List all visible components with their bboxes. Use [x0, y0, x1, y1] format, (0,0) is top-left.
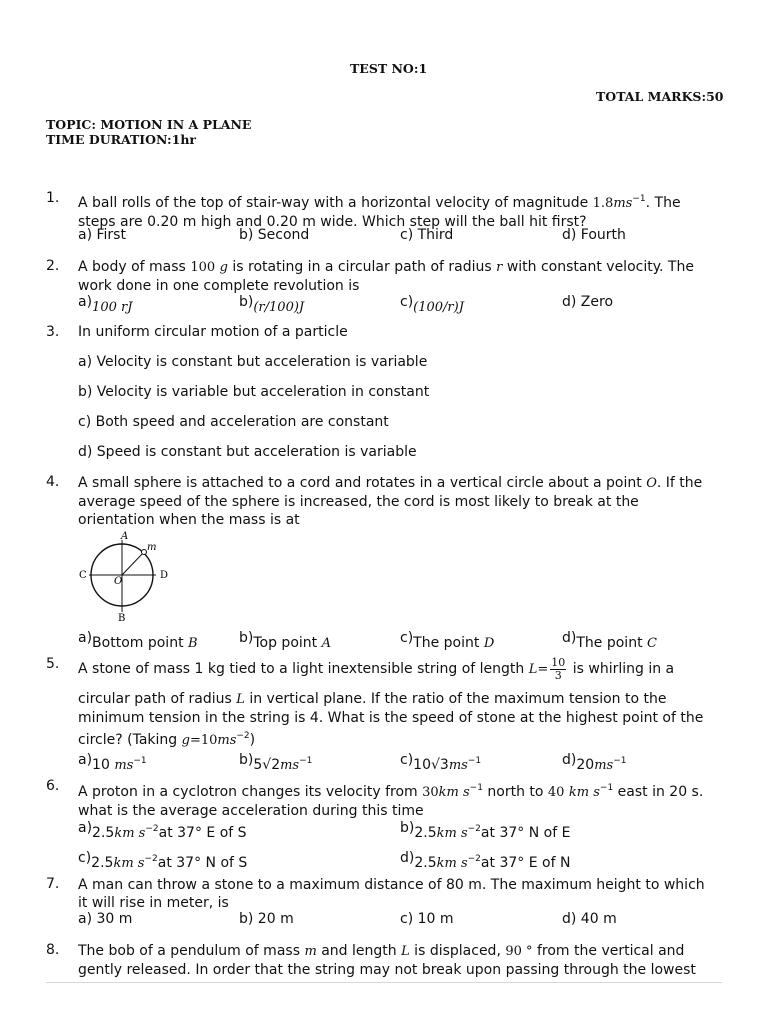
question-text: The bob of a pendulum of mass m and length L is displaced, 90 ° from the vertical and gently released. In order that the string may not break upon passing through the lowest [78, 943, 696, 978]
option-d: d)The point C [562, 630, 657, 651]
question-number: 3. [46, 324, 60, 340]
page-divider [46, 982, 722, 983]
option-a: a)Bottom point B [78, 630, 198, 651]
option-c: c) Third [400, 227, 454, 243]
label-d: D [160, 570, 169, 581]
option-c: c) Both speed and acceleration are constant [78, 414, 389, 430]
option-d: d) Zero [562, 294, 614, 310]
label-a: A [121, 531, 129, 542]
question-text-line2: circular path of radius L in vertical plane. If the ratio of the maximum tension to the minimum tension in the string is 4. What is the speed of stone at the highest point of the circle? (Taking $g=10ms^{-2}$) [78, 691, 704, 748]
option-b: b) Velocity is variable but acceleration in constant [78, 384, 430, 400]
option-c: c)The point D [400, 630, 495, 651]
question-number: 2. [46, 258, 60, 274]
option-b: b) Second [239, 227, 310, 243]
question-text: A man can throw a stone to a maximum distance of 80 m. The maximum height to which it will rise in meter, is [78, 877, 705, 911]
label-c: C [79, 570, 87, 581]
option-c: $c)10√3ms^{-1}$ [400, 752, 482, 773]
option-b: $b)5√2ms^{-1}$ [239, 752, 313, 773]
option-b: b)(r/100)J [239, 294, 305, 315]
question-number: 4. [46, 474, 60, 490]
fraction: $\frac{10}{3}$ [551, 655, 566, 682]
option-b: b)Top point A [239, 630, 331, 651]
question-number: 7. [46, 876, 60, 892]
label-o: O [114, 576, 123, 587]
question-text: A small sphere is attached to a cord and rotates in a vertical circle about a point O. If the average speed of the sphere is increased, the cord is most likely to break at the orientation when the mass is at [78, 475, 703, 528]
question-text: A proton in a cyclotron changes its velocity from 30km $s^{-1}$ north to 40 km $s^{-1}$ east in 20 s. what is the average acceleration during this time [78, 783, 704, 819]
option-a: a)10 $ms^{-1}$ [78, 752, 147, 773]
question-number: 1. [46, 190, 60, 206]
option-a: a) First [78, 227, 126, 243]
option-d: d) Speed is constant but acceleration is variable [78, 444, 417, 460]
option-c: c)(100/r)J [400, 294, 464, 315]
option-d: d)2.5km $s^{-2}at$ 37° E of N [400, 850, 571, 871]
label-m: m [147, 542, 157, 553]
option-a: a) Velocity is constant but acceleration is variable [78, 354, 428, 370]
topic: TOPIC: MOTION IN A PLANE [46, 117, 252, 132]
question-text: In uniform circular motion of a particle [78, 324, 348, 340]
test-number: TEST NO:1 [350, 61, 428, 76]
cord-line [122, 552, 144, 575]
question-text: A ball rolls of the top of stair-way with a horizontal velocity of magnitude $1.8ms^{-1}$. The steps are 0.20 m high and 0.20 m wide. Which step will the ball hit first? [78, 194, 681, 230]
option-a: a)100 rJ [78, 294, 133, 315]
question-number: 5. [46, 656, 60, 672]
vertical-circle-diagram [74, 528, 174, 624]
total-marks: TOTAL MARKS:50 [596, 89, 724, 104]
option-d: d) Fourth [562, 227, 626, 243]
time-duration: TIME DURATION:1hr [46, 132, 197, 147]
question-number: 6. [46, 778, 60, 794]
question-text-line1: A stone of mass 1 kg tied to a light inextensible string of length L= $\frac{10}{3}$ is whirling in a [78, 655, 675, 682]
question-number: 8. [46, 942, 60, 958]
option-a: a)2.5km $s^{-2}at$ 37° E of S [78, 820, 247, 841]
label-b: B [118, 613, 126, 624]
option-b: b)2.5km $s^{-2}at$ 37° N of E [400, 820, 571, 841]
option-b: b) 20 m [239, 911, 294, 927]
option-c: c) 10 m [400, 911, 454, 927]
option-c: c)2.5km $s^{-2}at$ 37° N of S [78, 850, 248, 871]
question-text: A body of mass 100 g is rotating in a circular path of radius r with constant velocity. The work done in one complete revolution is [78, 259, 694, 294]
option-d: d) 40 m [562, 911, 617, 927]
option-d: $d)20ms^{-1}$ [562, 752, 627, 773]
option-a: a) 30 m [78, 911, 133, 927]
sphere-mass [142, 550, 147, 555]
